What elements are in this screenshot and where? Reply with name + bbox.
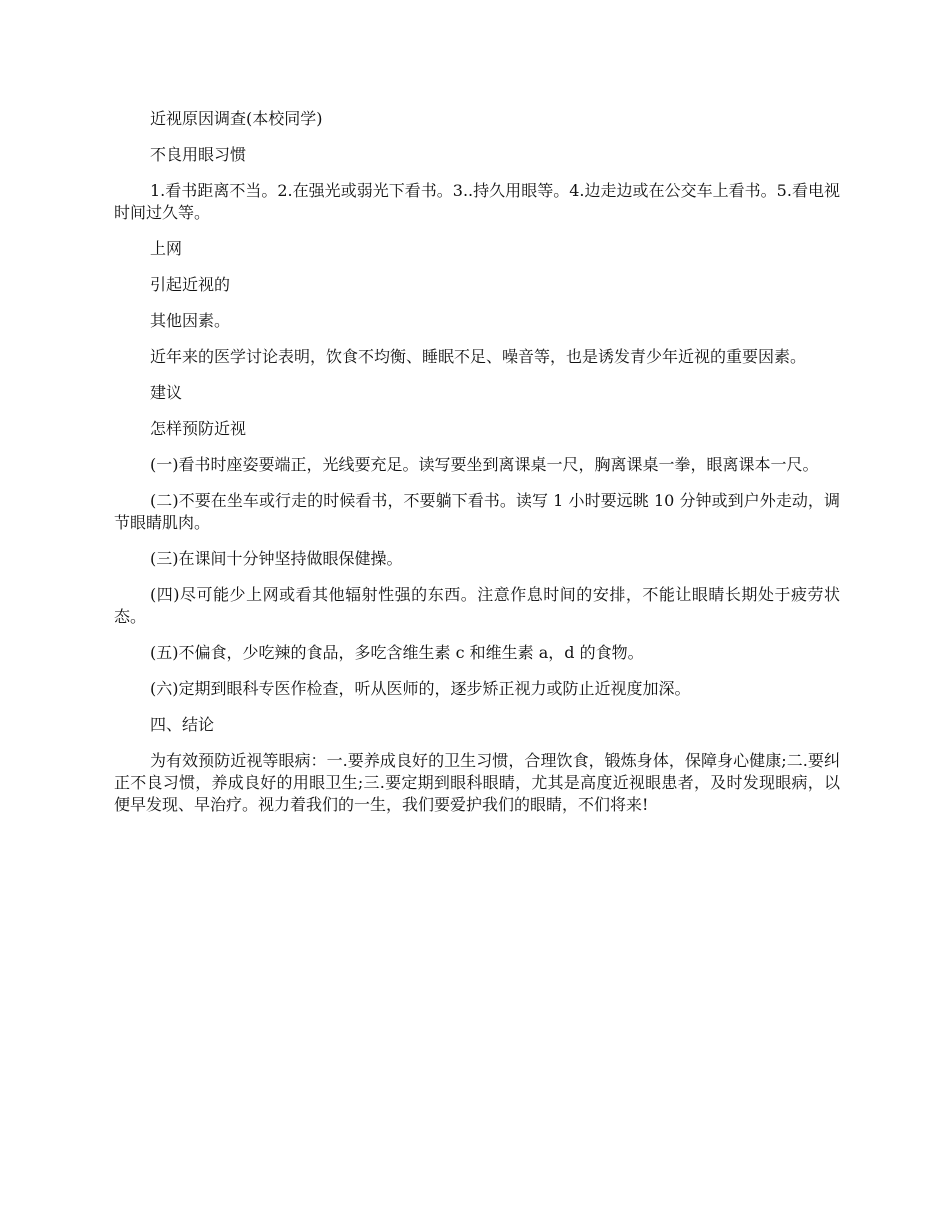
heading-cause: 引起近视的 — [150, 275, 231, 294]
paragraph-tip-6: (六)定期到眼科专医作检查，听从医师的，逐步矫正视力或防止近视度加深。 — [150, 679, 691, 698]
paragraph-tip-1: (一)看书时座姿要端正，光线要充足。读写要坐到离课桌一尺，胸离课桌一拳，眼离课本一尺。 — [150, 455, 819, 474]
heading-suggestions: 建议 — [150, 383, 183, 402]
paragraph-tip-5: (五)不偏食，少吃辣的食品，多吃含维生素 c 和维生素 a，d 的食物。 — [150, 643, 644, 662]
paragraph-conclusion: 为有效预防近视等眼病：一.要养成良好的卫生习惯，合理饮食，锻炼身体，保障身心健康;二.要纠正不良习惯，养成良好的用眼卫生;三.要定期到眼科眼睛，尤其是高度近视眼患者，及时发现眼病，以便早发现、早治疗。视力着我们的一生，我们要爱护我们的眼睛，不们将来! — [114, 751, 840, 814]
heading-bad-habits: 不良用眼习惯 — [150, 145, 247, 164]
heading-other-factors: 其他因素。 — [150, 311, 231, 330]
paragraph-tip-3: (三)在课间十分钟坚持做眼保健操。 — [150, 549, 403, 568]
heading-conclusion: 四、结论 — [150, 715, 215, 734]
heading-internet: 上网 — [150, 239, 183, 258]
document-body — [114, 108, 840, 830]
heading-survey: 近视原因调查(本校同学) — [150, 109, 323, 128]
paragraph-tip-2: (二)不要在坐车或行走的时候看书，不要躺下看书。读写 1 小时要远眺 10 分钟或到户外走动，调节眼睛肌肉。 — [114, 491, 840, 532]
paragraph-medical-research: 近年来的医学讨论表明，饮食不均衡、睡眠不足、噪音等，也是诱发青少年近视的重要因素。 — [150, 347, 807, 366]
heading-how-to-prevent: 怎样预防近视 — [150, 419, 247, 438]
paragraph-bad-habits-list: 1.看书距离不当。2.在强光或弱光下看书。3..持久用眼等。4.边走边或在公交车上看书。5.看电视时间过久等。 — [114, 181, 840, 222]
paragraph-tip-4: (四)尽可能少上网或看其他辐射性强的东西。注意作息时间的安排，不能让眼睛长期处于疲劳状态。 — [114, 585, 840, 626]
